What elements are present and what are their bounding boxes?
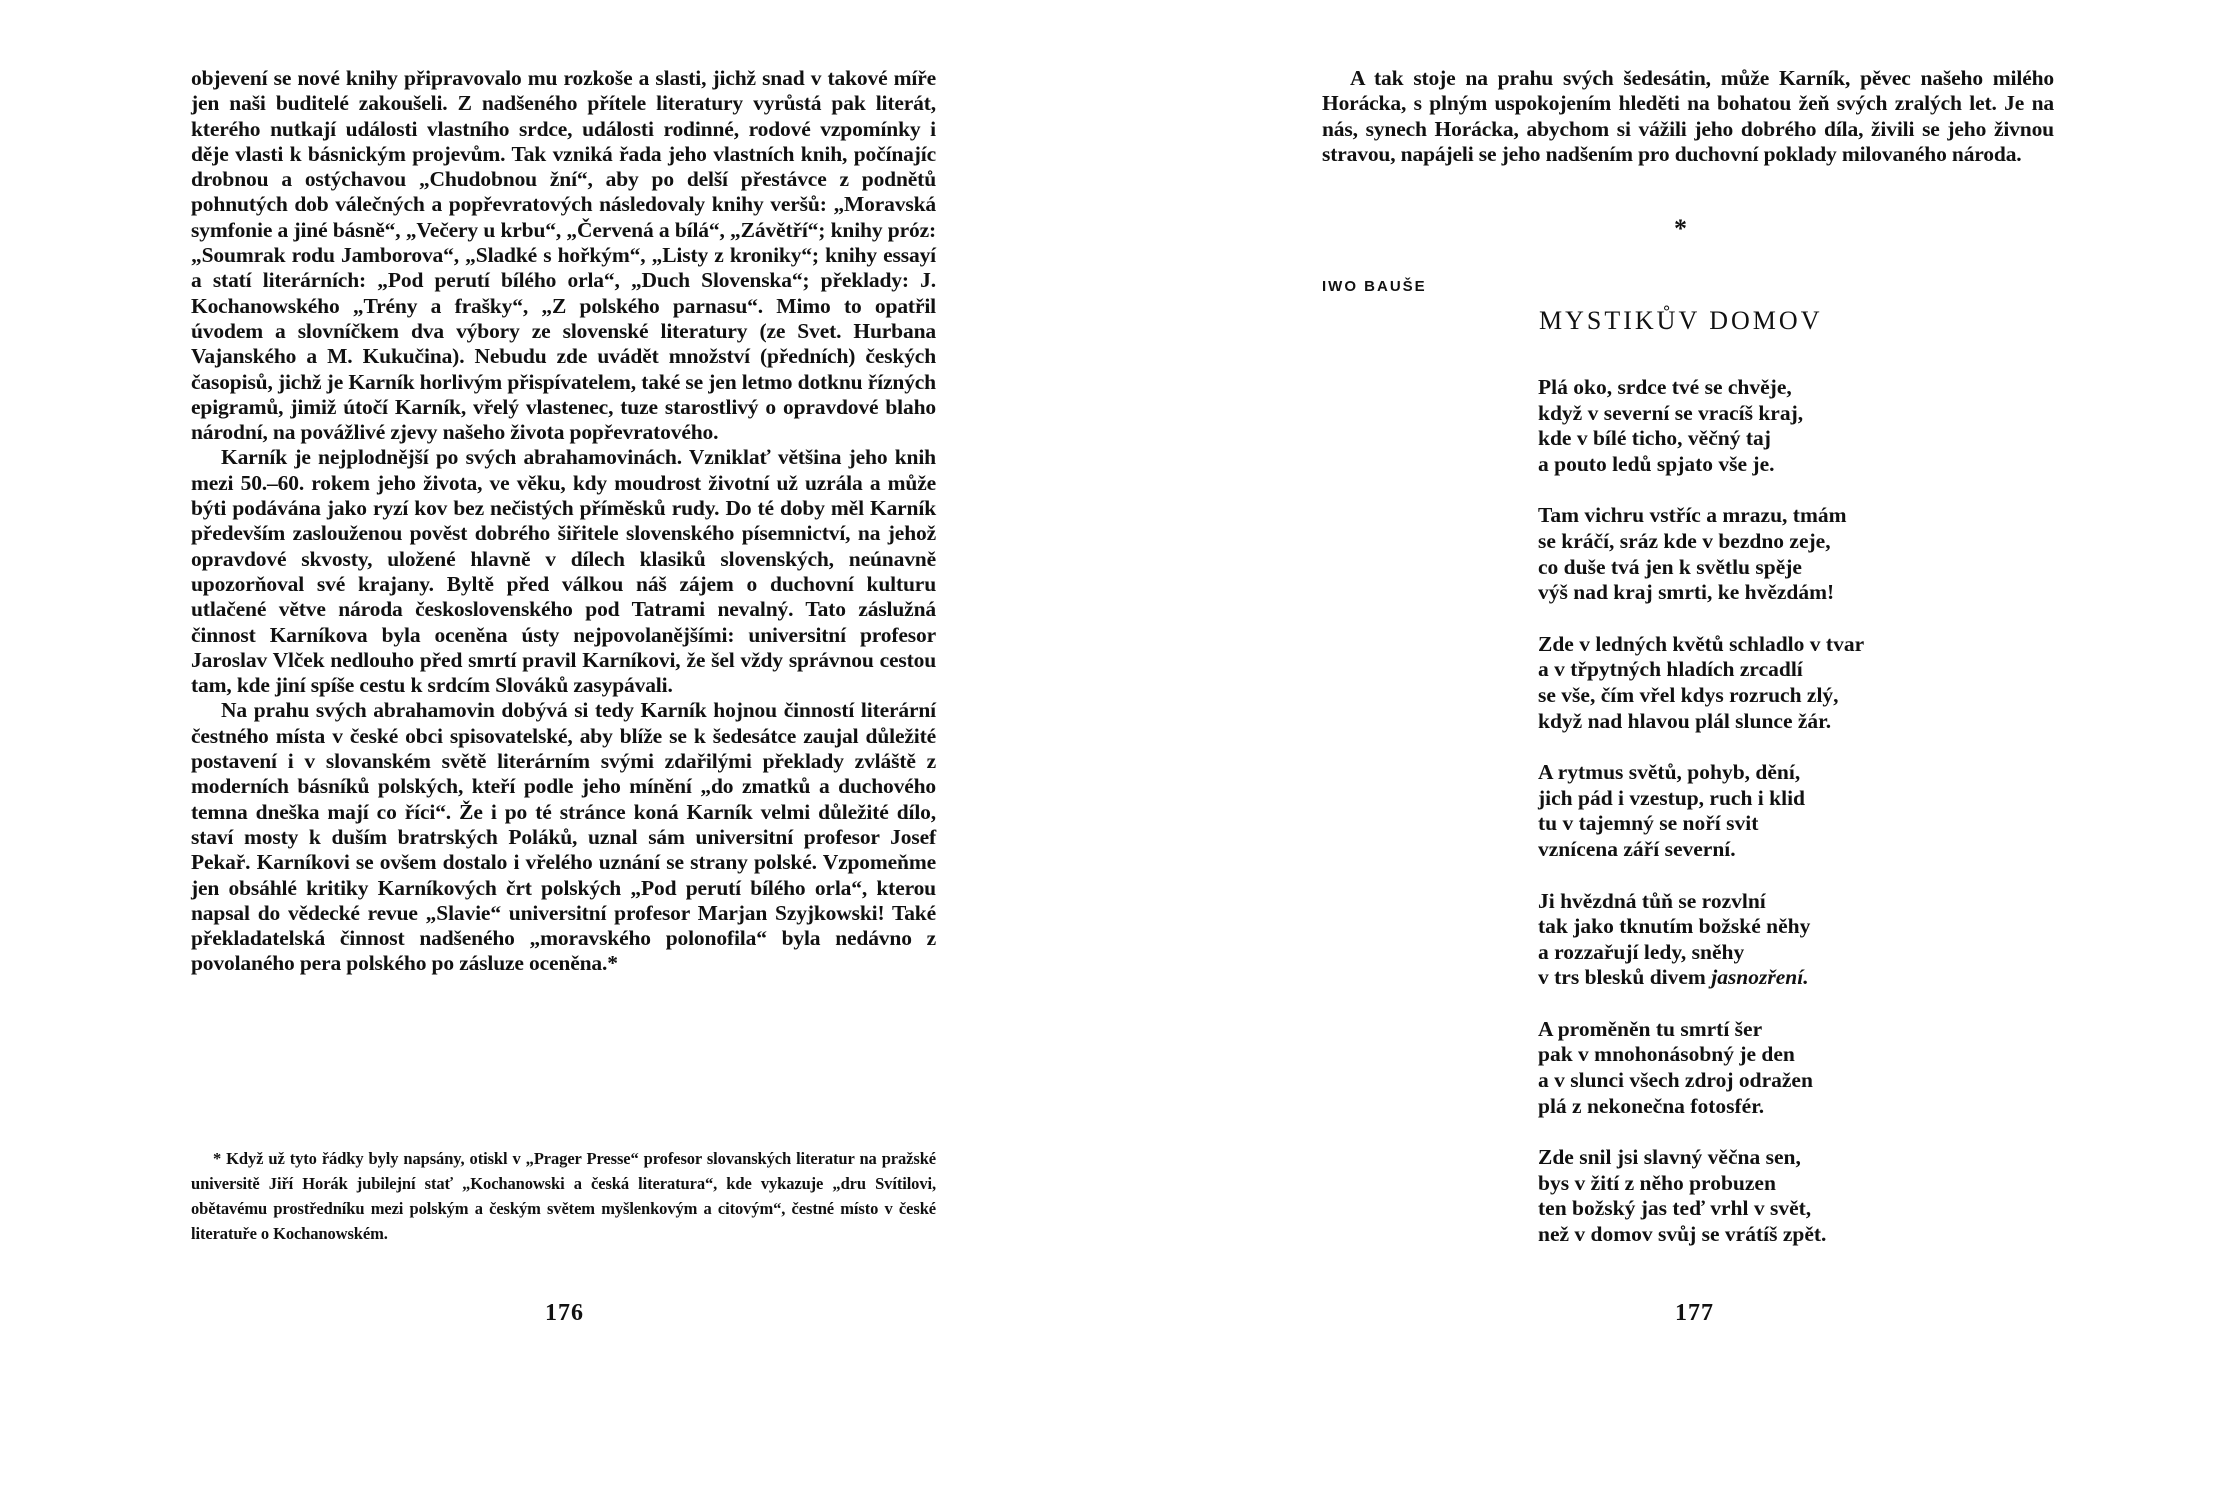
stanza-2 xyxy=(1538,503,2038,605)
poem-title: MYSTIKŮV DOMOV xyxy=(1539,306,1823,335)
poem-line: bys v žití z něho probuzen xyxy=(1538,1170,1776,1195)
poem-line: Zde snil jsi slavný věčna sen, xyxy=(1538,1145,1801,1170)
poem-line: plá z nekonečna fotosfér. xyxy=(1538,1093,1765,1118)
poem-line: jich pád i vzestup, ruch i klid xyxy=(1538,785,1806,810)
poem-line-start: v trs blesků divem xyxy=(1538,965,1706,990)
page-number-right: 177 xyxy=(1675,1300,1714,1326)
poem-line: se vše, čím vřel kdys rozruch zlý, xyxy=(1538,682,1839,707)
poem-line: a v slunci všech zdroj odražen xyxy=(1538,1068,1813,1093)
poem-line: A proměněn tu smrtí šer xyxy=(1538,1016,1763,1041)
stanza-1 xyxy=(1538,375,2038,477)
poem-line: a pouto ledů spjato vše je. xyxy=(1538,451,1775,476)
paragraph-3: Na prahu svých abrahamovin dobývá si tedy Karník hojnou činností literární čestného místa v české obci spisovatelské, aby blíže se k šedesátce zaujal důležité postavení i v slovanském světě literárním svými zdařilými překlady zvláště z moderních básníků polských, kteří podle jeho mínění „do zmatků a duchového temna dneška mají co říci“. Že i po té stránce koná Karník velmi důležité dílo, staví mosty k duším bratrských Poláků, uznal sám universitní profesor Josef Pekař. Karníkovi se ovšem dostalo i vřelého uznání se strany polské. Vzpomeňme jen obsáhlé kritiky Karníkových črt polských „Pod perutí bílého orla“, kterou napsal do vědecké revue „Slavie“ universitní profesor Marjan Szyjkowski! Také překladatelská činnost nadšeného „moravského polonofila“ byla nedávno z povolaného pera polského po zásluze oceněna.* xyxy=(191,698,936,976)
poem-line: vznícena září severní. xyxy=(1538,836,1736,861)
page-number-left: 176 xyxy=(545,1300,584,1326)
section-separator: * xyxy=(1674,214,1687,243)
stanza-3 xyxy=(1538,632,2038,734)
poem-line: výš nad kraj smrti, ke hvězdám! xyxy=(1538,580,1835,605)
poem-line: co duše tvá jen k světlu spěje xyxy=(1538,554,1802,579)
stanza-5 xyxy=(1538,889,2038,991)
footnote: * Když už tyto řádky byly napsány, otiskl v „Prager Presse“ profesor slovanských literatur na pražské universitě Jiří Horák jubilejní stať „Kochanowski a česká literatura“, kde vykazuje „dru Svítilovi, obětavému prostředníku mezi polským a českým světem myšlenkovým a citovým“, čestné místo v české literatuře o Kochanowském. xyxy=(191,1149,936,1243)
stanza-7 xyxy=(1538,1145,2038,1247)
poem-line: pak v mnohonásobný je den xyxy=(1538,1042,1795,1067)
italic-word: jasnozření. xyxy=(1711,965,1809,990)
stanza-4 xyxy=(1538,760,2038,862)
poem-line: ten božský jas teď vrhl v svět, xyxy=(1538,1196,1812,1221)
poem-line: než v domov svůj se vrátíš zpět. xyxy=(1538,1222,1827,1247)
poem-line: A rytmus světů, pohyb, dění, xyxy=(1538,760,1801,785)
poem-line: a rozzařují ledy, sněhy xyxy=(1538,939,1745,964)
poem-author: IWO BAUŠE xyxy=(1322,278,1427,295)
poem-line: se kráčí, sráz kde v bezdno zeje, xyxy=(1538,528,1831,553)
poem-line: kde v bílé ticho, věčný taj xyxy=(1538,426,1771,451)
poem-line: Zde v ledných květů schladlo v tvar xyxy=(1538,631,1865,656)
poem-line: Plá oko, srdce tvé se chvěje, xyxy=(1538,375,1792,399)
right-page xyxy=(1119,0,2238,1500)
right-intro-paragraph: A tak stoje na prahu svých šedesátin, může Karník, pěvec našeho milého Horácka, s plným uspokojením hleděti na bohatou žeň svých zralých let. Je na nás, synech Horácka, abychom si vážili jeho dobrého díla, živili se jeho živnou stravou, napájeli se jeho nadšením pro duchovní poklady milovaného národa. xyxy=(1322,66,2054,166)
paragraph-2: Karník je nejplodnější po svých abrahamovinách. Vzniklať většina jeho knih mezi 50.–60. rokem jeho života, ve věku, kdy moudrost životní už uzrála a může býti podávána jako ryzí kov bez nečistých příměsků rudy. Do té doby měl Karník především zaslouženou pověst dobrého šiřitele slovenského písemnictví, na jehož opravdové skvosty, uložené hlavně v dílech klasiků slovenských, neúnavně upozorňoval své krajany. Byltě před válkou náš zájem o duchovní kulturu utlačené větve národa československého pod Tatrami nevalný. Tato záslužná činnost Karníkova byla oceněna ústy nejpovolanějšími: universitní profesor Jaroslav Vlček nedlouho před smrtí pravil Karníkovi, že šel vždy správnou cestou tam, kde jiní spíše cestu k srdcím Slováků zasypávali. xyxy=(191,445,936,698)
stanza-6 xyxy=(1538,1017,2038,1119)
poem-line: a v třpytných hladích zrcadlí xyxy=(1538,657,1803,682)
poem-line: Tam vichru vstříc a mrazu, tmám xyxy=(1538,503,1847,528)
paragraph-1: objevení se nové knihy připravovalo mu rozkoše a slasti, jichž snad v takové míře jen naši buditelé zakoušeli. Z nadšeného přítele literatury vyrůstá pak literát, kterého nutkají události vlastního srdce, události rodinné, rodové vzpomínky i děje vlasti k básnickým projevům. Tak vzniká řada jeho vlastních knih, počínajíc drobnou a ostýchavou „Chudobnou žní“, aby po delší přestávce z podnětů pohnutých dob válečných a popřevratových následovaly knihy veršů: „Moravská symfonie a jiné básně“, „Večery u krbu“, „Červená a bílá“, „Závětří“; knihy próz: „Soumrak rodu Jamborova“, „Sladké s hořkým“, „Listy z kroniky“; knihy essayí a statí literárních: „Pod perutí bílého orla“, „Duch Slovenska“; překlady: J. Kochanowského „Trény a frašky“, „Z polského parnasu“. Mimo to opatřil úvodem a slovníčkem dva výbory ze slovenské literatury (ze Svet. Hurbana Vajanského a M. Kukučina). Nebudu zde uvádět množství (předních) českých časopisů, jichž je Karník horlivým přispívatelem, také se jen letmo dotknu řízných epigramů, jimiž útočí Karník, vřelý vlastenec, tuze starostlivý o opravdové blaho národní, na povážlivé zjevy našeho života popřevratového. xyxy=(191,66,936,445)
poem xyxy=(1538,375,2038,1274)
left-body-text xyxy=(191,66,936,977)
poem-line: tu v tajemný se noří svit xyxy=(1538,811,1759,836)
poem-line: tak jako tknutím božské něhy xyxy=(1538,914,1811,939)
poem-line: když nad hlavou plál slunce žár. xyxy=(1538,708,1832,733)
poem-line-with-italic xyxy=(1538,965,2038,991)
poem-line: Ji hvězdná tůň se rozvlní xyxy=(1538,888,1766,913)
poem-line: když v severní se vracíš kraj, xyxy=(1538,400,1804,425)
